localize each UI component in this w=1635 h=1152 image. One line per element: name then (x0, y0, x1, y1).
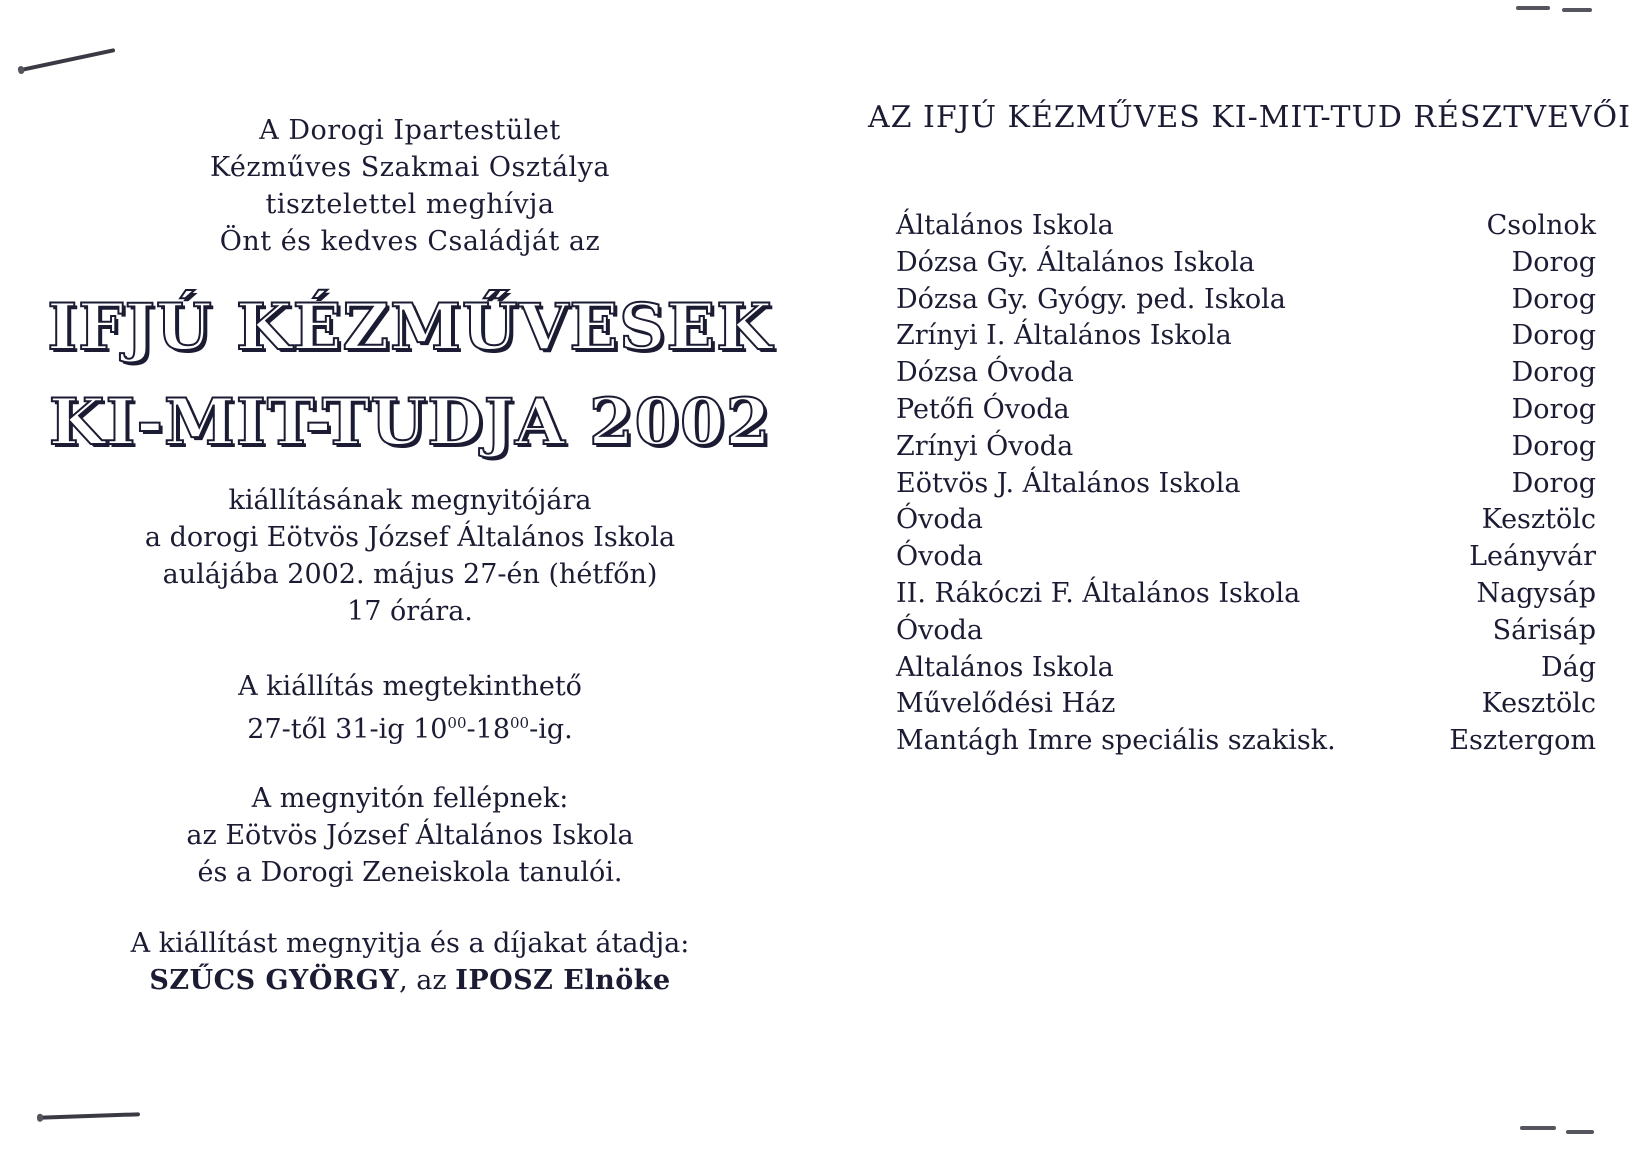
town-name: Dorog (1511, 393, 1596, 425)
list-item (896, 723, 1596, 760)
school-name: II. Rákóczi F. Általános Iskola (896, 577, 1301, 609)
performers-line: az Eötvös József Általános Iskola (186, 820, 634, 851)
intro-line: Önt és kedves Családját az (219, 226, 601, 257)
scan-mark (1562, 8, 1592, 12)
performers-line: A megnyitón fellépnek: (251, 783, 569, 814)
town-name: Nagysáp (1476, 577, 1596, 609)
performers (0, 780, 820, 891)
viewing-hours (0, 668, 820, 748)
event-title-line2: KI-MIT-TUDJA 2002 (48, 385, 772, 460)
opener-name: SZŰCS GYÖRGY (149, 965, 400, 996)
school-name: Altalános Iskola (896, 651, 1114, 683)
event-details (0, 482, 820, 630)
school-name: Dózsa Gy. Gyógy. ped. Iskola (896, 283, 1286, 315)
participants-title: AZ IFJÚ KÉZMŰVES KI-MIT-TUD RÉSZTVEVŐI (868, 100, 1631, 135)
intro-line: tisztelettel meghívja (265, 189, 555, 220)
town-name: Kesztölc (1481, 504, 1596, 536)
list-item (896, 355, 1596, 392)
school-name: Petőfi Óvoda (896, 393, 1070, 425)
opener-line: SZŰCS GYÖRGY, az IPOSZ Elnöke (149, 965, 671, 996)
list-item (896, 466, 1596, 503)
staple-top (21, 48, 116, 72)
opening-info (0, 925, 820, 999)
list-item (896, 686, 1596, 723)
detail-line: kiállításának megnyitójára (228, 485, 592, 516)
school-name: Óvoda (896, 504, 984, 536)
list-item (896, 282, 1596, 319)
event-title-line1: IFJÚ KÉZMŰVESEK (47, 290, 773, 365)
school-name: Óvoda (896, 614, 984, 646)
list-item (896, 613, 1596, 650)
town-name: Dorog (1511, 283, 1596, 315)
town-name: Sárisáp (1492, 614, 1596, 646)
school-name: Eötvös J. Általános Iskola (896, 467, 1241, 499)
town-name: Dorog (1511, 320, 1596, 352)
school-name: Zrínyi I. Általános Iskola (896, 320, 1232, 352)
intro-line: A Dorogi Ipartestület (259, 115, 561, 146)
school-name: Dózsa Óvoda (896, 357, 1074, 389)
town-name: Dág (1540, 651, 1596, 683)
viewing-times: 27-től 31-ig $10^{00}-18^{00}-ig$. (247, 714, 573, 745)
list-item (896, 502, 1596, 539)
school-name: Zrínyi Óvoda (896, 430, 1074, 462)
town-name: Dorog (1511, 467, 1596, 499)
list-item (896, 318, 1596, 355)
intro-line: Kézműves Szakmai Osztálya (209, 152, 611, 183)
participants-page (820, 0, 1635, 1152)
detail-line: a dorogi Eötvös József Általános Iskola (144, 522, 676, 553)
town-name: Dorog (1511, 430, 1596, 462)
list-item (896, 539, 1596, 576)
school-name: Mantágh Imre speciális szakisk. (896, 725, 1336, 757)
school-name: Általános Iskola (896, 210, 1114, 241)
list-item (896, 208, 1596, 245)
school-name: Dózsa Gy. Általános Iskola (896, 246, 1255, 278)
participants-list (896, 208, 1596, 760)
detail-line: aulájába 2002. május 27-én (hétfőn) (162, 559, 658, 590)
opening-line: A kiállítást megnyitja és a díjakat átadja: (130, 928, 690, 959)
town-name: Esztergom (1449, 725, 1596, 757)
list-item (896, 429, 1596, 466)
scan-mark (1516, 6, 1550, 10)
performers-line: és a Dorogi Zeneiskola tanulói. (197, 857, 623, 888)
town-name: Csolnok (1486, 210, 1596, 241)
list-item (896, 245, 1596, 282)
scan-mark (1520, 1126, 1556, 1130)
school-name: Művelődési Ház (896, 688, 1116, 720)
town-name: Dorog (1511, 246, 1596, 278)
town-name: Leányvár (1469, 541, 1596, 573)
list-item (896, 576, 1596, 613)
list-item (896, 650, 1596, 687)
viewing-line: A kiállítás megtekinthető (238, 671, 582, 702)
town-name: Dorog (1511, 357, 1596, 389)
town-name: Kesztölc (1481, 688, 1596, 720)
scan-mark (1566, 1130, 1594, 1134)
list-item (896, 392, 1596, 429)
staple-bottom (40, 1112, 140, 1119)
invitation-intro (0, 112, 820, 260)
opener-title: IPOSZ Elnöke (455, 965, 671, 996)
school-name: Óvoda (896, 541, 984, 573)
detail-line: 17 órára. (347, 596, 473, 627)
